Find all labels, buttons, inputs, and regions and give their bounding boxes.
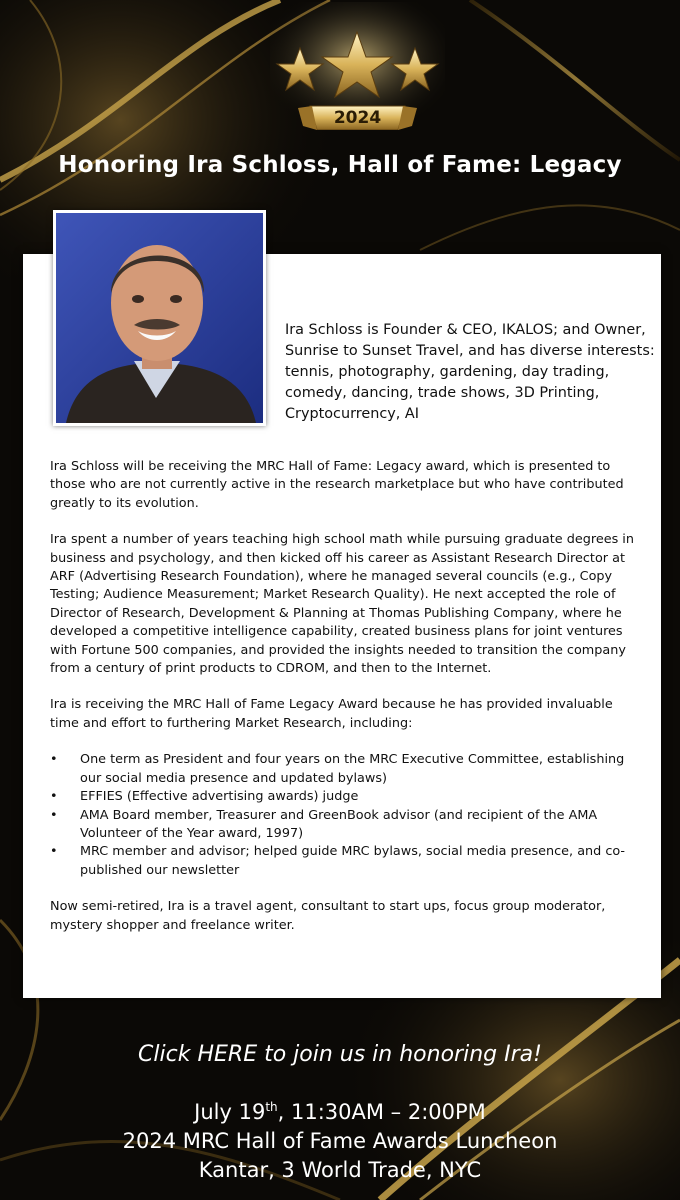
- join-link[interactable]: Click HERE to join us in honoring Ira!: [138, 1042, 542, 1067]
- list-item: • One term as President and four years on the MRC Executive Committee, establishing our social media presence and updated bylaws): [50, 751, 640, 788]
- event-details: [0, 1098, 680, 1185]
- honoree-photo: [53, 210, 266, 426]
- list-item: • MRC member and advisor; helped guide MRC bylaws, social media presence, and co-published our newsletter: [50, 843, 640, 880]
- list-item: • EFFIES (Effective advertising awards) judge: [50, 788, 640, 806]
- page-title: Honoring Ira Schloss, Hall of Fame: Legacy: [58, 152, 622, 178]
- award-emblem: [270, 2, 445, 130]
- list-item: • AMA Board member, Treasurer and GreenBook advisor (and recipient of the AMA Volunteer of the Year award, 1997): [50, 807, 640, 844]
- bio-paragraph-3: Ira is receiving the MRC Hall of Fame Legacy Award because he has provided invaluable time and effort to furthering Market Research, including:: [50, 697, 613, 731]
- contributions-list: [50, 751, 640, 880]
- award-year: 2024: [333, 108, 382, 128]
- bio-closing: Now semi-retired, Ira is a travel agent, consultant to start ups, focus group moderator, mystery shopper and freelance writer.: [50, 899, 606, 933]
- bio-paragraph-2: Ira spent a number of years teaching high school math while pursuing graduate degrees in business and psychology, and then kicked off his career as Assistant Research Director at ARF (Advertising Research Foundation), where he managed several councils (e.g., Copy Testing; Audience Measurement; Market Research Quality). He next accepted the role of Director of Research, Development & Planning at Thomas Publishing Company, where he developed a competitive intelligence capability, created business plans for joint ventures with Fortune 500 companies, and provided the insights needed to transition the company from a century of print products to CDROM, and then to the Internet.: [50, 532, 634, 677]
- portrait-image: [56, 213, 263, 423]
- intro-text: Ira Schloss is Founder & CEO, IKALOS; and Owner, Sunrise to Sunset Travel, and has diverse interests: tennis, photography, gardening, day trading, comedy, dancing, trade shows, 3D Printing, Cryptocurrency, AI: [285, 322, 655, 422]
- event-date: July 19th, 11:30AM – 2:00PM: [194, 1100, 486, 1124]
- bio-paragraph-1: Ira Schloss will be receiving the MRC Hall of Fame: Legacy award, which is presented to those who are not currently active in the research marketplace but who have contributed greatly to its evolution.: [50, 459, 624, 511]
- bio-body: [50, 458, 640, 953]
- event-location: Kantar, 3 World Trade, NYC: [198, 1158, 482, 1182]
- event-title: 2024 MRC Hall of Fame Awards Luncheon: [122, 1129, 558, 1153]
